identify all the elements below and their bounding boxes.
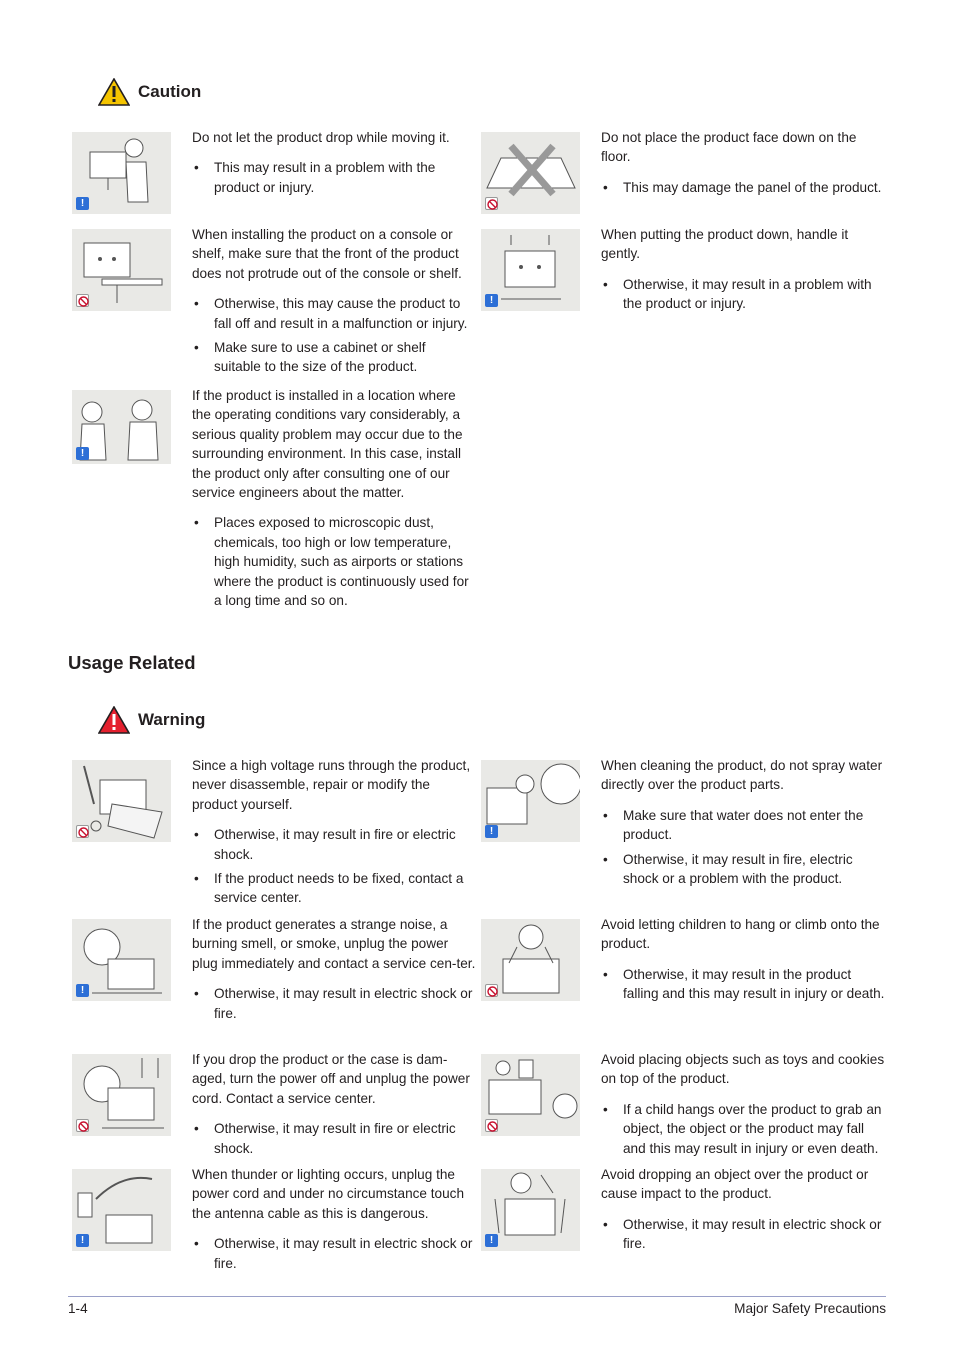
prohibit-icon	[485, 1119, 498, 1132]
bullet: • If a child hangs over the product to grab an object, the object or the product may fall and this may result in injury or even death.	[601, 1100, 886, 1158]
item-text: Avoid dropping an object over the product or cause impact to the product.	[601, 1167, 869, 1202]
warning-triangle-icon	[98, 78, 130, 106]
illustration	[481, 1054, 580, 1136]
item-text: Avoid placing objects such as toys and cookies on top of the product.	[601, 1052, 885, 1087]
item-text: Since a high voltage runs through the product, never disassemble, repair or modify the product yourself.	[192, 758, 471, 812]
info-icon: !	[76, 1234, 89, 1247]
illustration	[481, 919, 580, 1001]
bullet: • This may damage the panel of the product.	[601, 178, 886, 197]
bullet: • Otherwise, it may result in fire or electric shock.	[192, 1119, 476, 1158]
item-text: Do not place the product face down on the floor.	[601, 130, 857, 165]
warning-heading: Warning	[138, 710, 206, 729]
bullet: • Otherwise, this may cause the product to fall off and result in a malfunction or injury.	[192, 294, 474, 333]
prohibit-icon	[76, 1119, 89, 1132]
bullet: • Places exposed to microscopic dust, chemicals, too high or low temperature, high humidity, such as airports or stations where the product is continuously used for a long time and so on.	[192, 513, 474, 610]
bullet: • Otherwise, it may result in a problem with the product or injury.	[601, 275, 886, 314]
item-text: If you drop the product or the case is dam-aged, turn the power off and unplug the power cord. Contact a service center.	[192, 1052, 470, 1106]
bullet: • Otherwise, it may result in electric shock or fire.	[601, 1215, 886, 1254]
illustration	[72, 919, 171, 1001]
bullet: • Otherwise, it may result in fire or electric shock.	[192, 825, 476, 864]
bullet: • Otherwise, it may result in the product falling and this may result in injury or death.	[601, 965, 886, 1004]
footer-divider	[68, 1296, 886, 1297]
illustration	[481, 760, 580, 842]
illustration	[72, 132, 171, 214]
item-text: Do not let the product drop while moving it.	[192, 130, 450, 145]
bullet: • If the product needs to be fixed, contact a service center.	[192, 869, 476, 908]
warning-triangle-icon	[98, 706, 130, 734]
bullet: • Make sure that water does not enter the product.	[601, 806, 886, 845]
item-text: When thunder or lighting occurs, unplug the power cord and under no circumstance touch the antenna cable as this is dangerous.	[192, 1167, 465, 1221]
item-text: If the product generates a strange noise, a burning smell, or smoke, unplug the power plug immediately and contact a service cen-ter.	[192, 917, 476, 971]
illustration	[72, 1054, 171, 1136]
prohibit-icon	[485, 984, 498, 997]
bullet: • Otherwise, it may result in fire, electric shock or a problem with the product.	[601, 850, 886, 889]
section-title: Usage Related	[68, 652, 196, 673]
illustration	[72, 1169, 171, 1251]
item-text: When putting the product down, handle it gently.	[601, 227, 849, 262]
illustration	[72, 760, 171, 842]
info-icon: !	[485, 294, 498, 307]
prohibit-icon	[76, 825, 89, 838]
bullet: • Otherwise, it may result in electric shock or fire.	[192, 1234, 476, 1273]
info-icon: !	[76, 447, 89, 460]
info-icon: !	[485, 825, 498, 838]
info-icon: !	[485, 1234, 498, 1247]
illustration	[481, 229, 580, 311]
section-name: Major Safety Precautions	[734, 1301, 886, 1316]
caution-heading: Caution	[138, 82, 202, 101]
bullet: • Otherwise, it may result in electric shock or fire.	[192, 984, 476, 1023]
info-icon: !	[76, 197, 89, 210]
prohibit-icon	[485, 197, 498, 210]
info-icon: !	[76, 984, 89, 997]
page-number: 1-4	[68, 1301, 88, 1316]
illustration	[481, 1169, 580, 1251]
item-text: If the product is installed in a location where the operating conditions vary considerably, a serious quality problem may occur due to the surrounding environment. In this case, install the product only after consulting one of our service engineers about the matter.	[192, 388, 463, 501]
bullet: • Make sure to use a cabinet or shelf suitable to the size of the product.	[192, 338, 474, 377]
caution-header	[98, 78, 201, 106]
item-text: When installing the product on a console or shelf, make sure that the front of the product does not protrude out of the console or shelf.	[192, 227, 462, 281]
illustration	[481, 132, 580, 214]
item-text: When cleaning the product, do not spray water directly over the product parts.	[601, 758, 883, 793]
illustration	[72, 229, 171, 311]
prohibit-icon	[76, 294, 89, 307]
warning-header	[98, 706, 205, 734]
item-text: Avoid letting children to hang or climb onto the product.	[601, 917, 880, 952]
bullet: • This may result in a problem with the product or injury.	[192, 158, 474, 197]
illustration	[72, 390, 171, 464]
